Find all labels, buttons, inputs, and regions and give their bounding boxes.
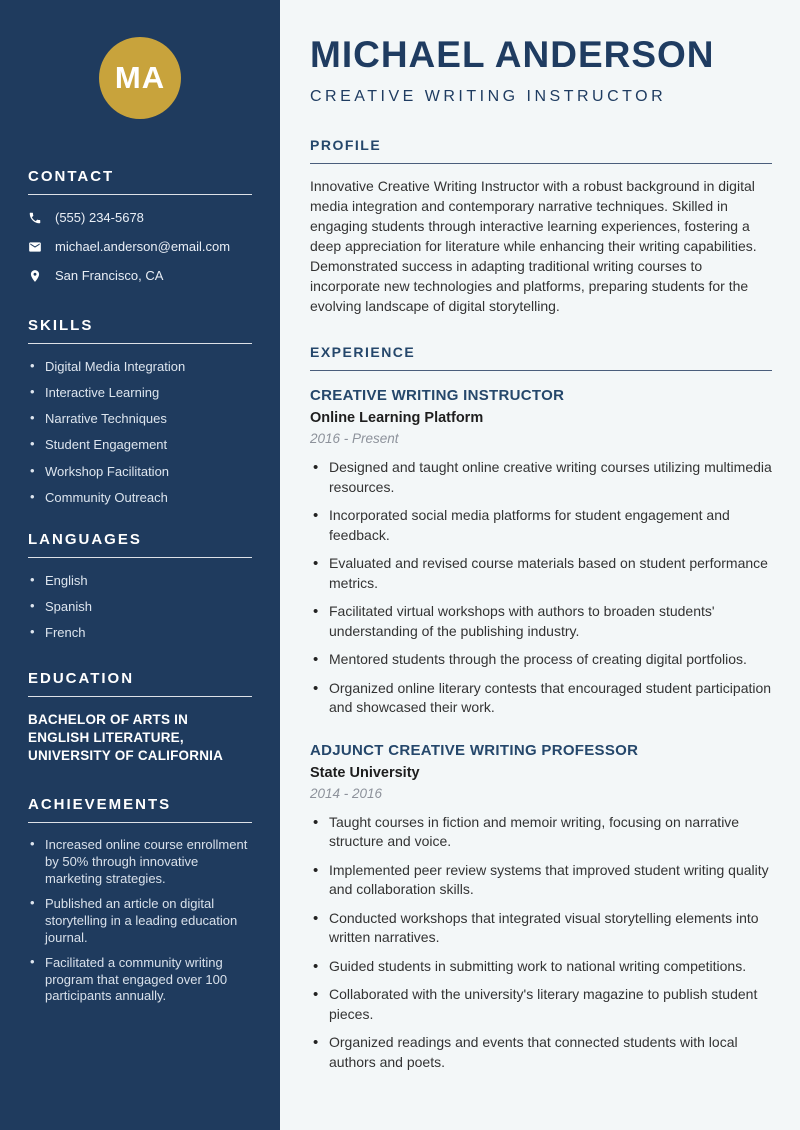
job-bullet: • Incorporated social media platforms for student engagement and feedback. xyxy=(310,506,772,545)
language-item: • French xyxy=(28,624,252,641)
contact-item-location xyxy=(28,261,252,290)
achievement-item: • Published an article on digital storytelling in a leading education journal. xyxy=(28,896,252,947)
education-degree: BACHELOR OF ARTS IN ENGLISH LITERATURE, UNIVERSITY OF CALIFORNIA xyxy=(28,712,224,764)
job-bullet: • Taught courses in fiction and memoir writing, focusing on narrative structure and voice. xyxy=(310,813,772,852)
resume-main xyxy=(280,0,800,1130)
location-icon xyxy=(28,269,42,283)
job-bullet: • Organized readings and events that connected students with local authors and poets. xyxy=(310,1033,772,1072)
experience-section xyxy=(310,344,772,1072)
job-entry xyxy=(310,742,772,1073)
skills-heading: SKILLS xyxy=(28,317,252,344)
job-bullet: • Designed and taught online creative writing courses utilizing multimedia resources. xyxy=(310,458,772,497)
person-name: MICHAEL ANDERSON xyxy=(310,34,715,75)
profile-text: Innovative Creative Writing Instructor with a robust background in digital media integration and contemporary narrative techniques. Skilled in engaging students through interactive learning experiences, fostering a deep appreciation for literature while enhancing their writing capabilities. Demonstrated success in adapting traditional writing courses to incorporate new technologies and platforms, preparing students for the evolving landscape of digital storytelling. xyxy=(310,178,757,314)
sidebar xyxy=(0,0,280,1130)
profile-section xyxy=(310,137,772,316)
skills-list xyxy=(28,358,252,506)
avatar xyxy=(99,37,181,119)
achievements-list xyxy=(28,837,252,1005)
job-bullet: • Facilitated virtual workshops with authors to broaden students' understanding of the publishing industry. xyxy=(310,602,772,641)
job-dates: 2016 - Present xyxy=(310,431,399,446)
contact-heading: CONTACT xyxy=(28,168,252,195)
skill-item: • Digital Media Integration xyxy=(28,358,252,375)
job-bullet: • Guided students in submitting work to national writing competitions. xyxy=(310,957,772,977)
phone-icon xyxy=(28,211,42,225)
education-section xyxy=(28,670,252,765)
skills-section xyxy=(28,317,252,506)
skill-item: • Narrative Techniques xyxy=(28,410,252,427)
job-bullet: • Organized online literary contests that encouraged student participation and showcased their work. xyxy=(310,679,772,718)
skill-item: • Workshop Facilitation xyxy=(28,463,252,480)
job-title: ADJUNCT CREATIVE WRITING PROFESSOR xyxy=(310,741,639,759)
job-bullet: • Evaluated and revised course materials based on student performance metrics. xyxy=(310,554,772,593)
achievements-heading: ACHIEVEMENTS xyxy=(28,796,252,823)
language-item: • Spanish xyxy=(28,598,252,615)
job-entry xyxy=(310,387,772,718)
skill-item: • Community Outreach xyxy=(28,489,252,506)
email-icon xyxy=(28,240,42,254)
achievements-section xyxy=(28,796,252,1005)
achievement-item: • Facilitated a community writing program that engaged over 100 participants annually. xyxy=(28,955,252,1006)
job-bullets xyxy=(310,458,772,718)
contact-location: San Francisco, CA xyxy=(55,268,164,283)
languages-section xyxy=(28,531,252,641)
contact-list xyxy=(28,203,252,290)
avatar-initials: MA xyxy=(114,60,166,95)
job-bullets xyxy=(310,813,772,1073)
job-bullet: • Conducted workshops that integrated visual storytelling elements into written narratives. xyxy=(310,909,772,948)
languages-list xyxy=(28,572,252,641)
job-title: CREATIVE WRITING INSTRUCTOR xyxy=(310,387,565,404)
languages-heading: LANGUAGES xyxy=(28,531,252,558)
job-bullet: • Implemented peer review systems that improved student writing quality and collaboration skills. xyxy=(310,861,772,900)
language-item: • English xyxy=(28,572,252,589)
experience-heading: EXPERIENCE xyxy=(310,344,772,371)
profile-heading: PROFILE xyxy=(310,137,772,164)
job-company: Online Learning Platform xyxy=(310,410,484,426)
job-company: State University xyxy=(310,764,420,781)
skill-item: • Interactive Learning xyxy=(28,384,252,401)
contact-section xyxy=(28,168,252,290)
job-bullet: • Mentored students through the process of creating digital portfolios. xyxy=(310,650,772,670)
contact-email: michael.anderson@email.com xyxy=(55,239,231,254)
education-heading: EDUCATION xyxy=(28,670,252,697)
contact-phone: (555) 234-5678 xyxy=(55,210,144,225)
person-title: CREATIVE WRITING INSTRUCTOR xyxy=(310,88,667,105)
job-bullet: • Collaborated with the university's literary magazine to publish student pieces. xyxy=(310,985,772,1024)
job-dates: 2014 - 2016 xyxy=(310,785,383,801)
achievement-item: • Increased online course enrollment by 50% through innovative marketing strategies. xyxy=(28,837,252,888)
skill-item: • Student Engagement xyxy=(28,436,252,453)
contact-item-email xyxy=(28,232,252,261)
contact-item-phone xyxy=(28,203,252,232)
